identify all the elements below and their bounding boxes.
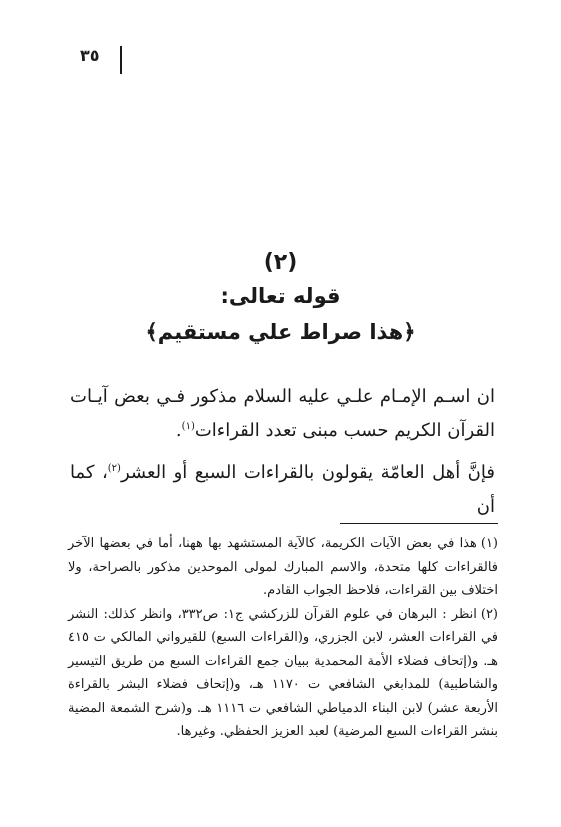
chapter-heading: قوله تعالى: <box>220 284 341 308</box>
verse-heading: ﴿هذا صراط علي مستقيم﴾ <box>145 320 416 344</box>
chapter-number: (٢) <box>263 250 298 275</box>
paragraph-2-text: فإنَّ أهل العامّة يقولون بالقراءات السبع أو العشر <box>120 462 495 483</box>
footnote-ref-2: (٢) <box>107 463 121 474</box>
paragraph-2 <box>70 456 495 524</box>
page-number: ٣٥ <box>80 46 100 65</box>
footnote-rule <box>340 523 498 524</box>
paragraph-1-end: . <box>175 420 182 441</box>
footnote-1 <box>68 532 498 603</box>
footnote-2-marker: (٢) <box>480 606 498 622</box>
footnote-ref-1: (١) <box>181 421 195 432</box>
body-text <box>70 380 495 524</box>
footnote-2 <box>68 603 498 744</box>
paragraph-1-text: ان اسـم الإمـام علـي عليه السلام مذكور فـي بعض آيـات القرآن الكريم حسب مبنى تعدد القراءات <box>70 386 495 441</box>
page-rule <box>120 46 122 74</box>
paragraph-2-end: ، كما أن <box>70 462 495 517</box>
footnote-1-text: هذا في بعض الآيات الكريمة، كالآية المستشهد بها ههنا، أما في بعضها الآخر فالقراءات كلها متحدة، والاسم المبارك لمولى الموحدين مذكور بالصراحة، ولا اختلاف بين القراءات، فلاحظ الجواب القادم. <box>68 536 498 598</box>
paragraph-1 <box>70 380 495 448</box>
footnotes <box>68 532 498 744</box>
footnote-2-text: انظر : البرهان في علوم القرآن للزركشي ج١: ص٣٣٢، وانظر كذلك: النشر في القراءات العشر، لابن الجزري، و(القراءات السبع) للقيرواني المالكي ت ٤١٥ هـ. و(إتحاف فضلاء الأمة المحمدية ببيان جمع القراءات السبع من طريق التيسير والشاطبية) للمدابغي الشافعي ت ١١٧٠ هـ، و(إتحاف فضلاء البشر بالقراءة الأربعة عشر) لابن البناء الدمياطي الشافعي ت ١١١٦ هـ. و(شرح الشمعة المضية بنشر القراءات السبع المرضية) لعبد العزيز الحفظي. وغيرها. <box>68 606 498 739</box>
footnote-1-marker: (١) <box>480 536 498 551</box>
